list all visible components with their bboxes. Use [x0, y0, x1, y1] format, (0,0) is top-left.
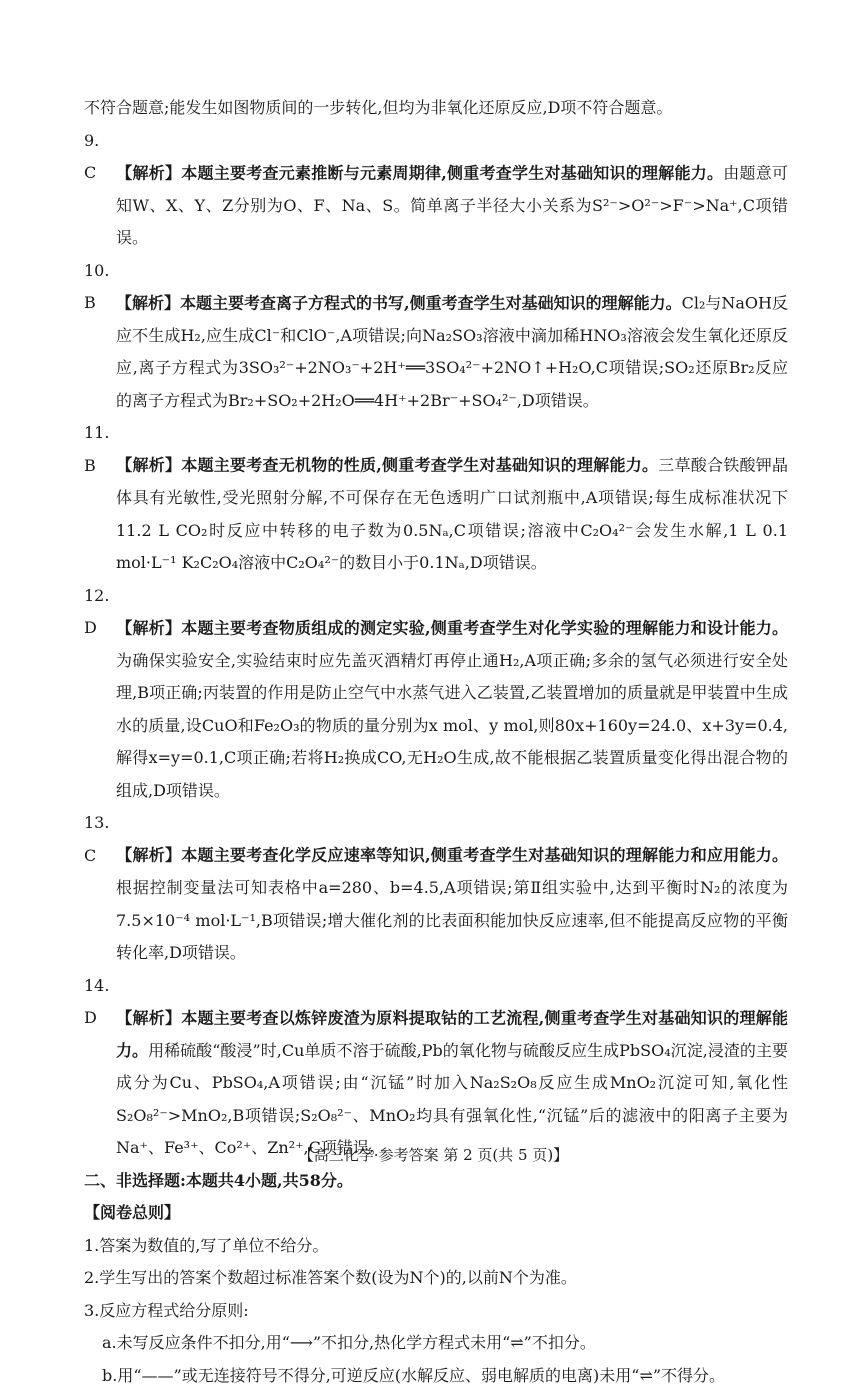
- rule-item: 1.答案为数值的,写了单位不给分。: [84, 1230, 788, 1263]
- item-analysis-head: 【解析】本题主要考查离子方程式的书写,侧重考查学生对基础知识的理解能力。: [116, 293, 682, 312]
- item-analysis-head: 【解析】本题主要考查元素推断与元素周期律,侧重考查学生对基础知识的理解能力。: [116, 163, 723, 182]
- sub-rule-item: b.用“——”或无连接符号不得分,可逆反应(水解反应、弱电解质的电离)未用“⇌”不得分。: [84, 1360, 788, 1392]
- rules-title: 【阅卷总则】: [84, 1197, 788, 1230]
- answer-item-13: [84, 807, 788, 970]
- answer-item-14: [84, 970, 788, 1165]
- section-title: 二、非选择题:本题共4小题,共58分。: [84, 1165, 788, 1198]
- item-analysis-head: 【解析】本题主要考查物质组成的测定实验,侧重考查学生对化学实验的理解能力和设计能力。: [116, 618, 788, 637]
- item-analysis-body: 根据控制变量法可知表格中a=280、b=4.5,A项错误;第Ⅱ组实验中,达到平衡时N₂的浓度为7.5×10⁻⁴ mol·L⁻¹,B项错误;增大催化剂的比表面积能加快反应速率,但不能提高反应物的平衡转化率,D项错误。: [116, 878, 788, 962]
- rule-item: 3.反应方程式给分原则:: [84, 1295, 788, 1328]
- item-number: 12. D: [84, 580, 116, 645]
- answer-content: [84, 92, 788, 1392]
- item-analysis-head: 【解析】本题主要考查化学反应速率等知识,侧重考查学生对基础知识的理解能力和应用能力。: [116, 846, 788, 865]
- item-number: 14. D: [84, 970, 116, 1035]
- item-number: 10. B: [84, 255, 116, 320]
- item-analysis-body: Cl₂与NaOH反应不生成H₂,应生成Cl⁻和ClO⁻,A项错误;向Na₂SO₃溶液中滴加稀HNO₃溶液会发生氧化还原反应,离子方程式为3SO₃²⁻+2NO₃⁻+2H⁺══3SO₄²⁻+2NO↑+H₂O,C项错误;SO₂还原Br₂反应的离子方程式为Br₂+SO₂+2H₂O══4H⁺+2Br⁻+SO₄²⁻,D项错误。: [116, 293, 788, 410]
- item-number: 11. B: [84, 417, 116, 482]
- answer-item-11: [84, 417, 788, 580]
- item-number: 9. C: [84, 125, 116, 190]
- answer-item-12: [84, 580, 788, 808]
- answer-item-9: [84, 125, 788, 255]
- item-analysis-body: 三草酸合铁酸钾晶体具有光敏性,受光照射分解,不可保存在无色透明广口试剂瓶中,A项错误;每生成标准状况下11.2 L CO₂时反应中转移的电子数为0.5Nₐ,C项错误;溶液中C₂O₄²⁻会发生水解,1 L 0.1 mol·L⁻¹ K₂C₂O₄溶液中C₂O₄²⁻的数目小于0.1Nₐ,D项错误。: [116, 456, 788, 573]
- page-footer: 【高三化学·参考答案 第 2 页(共 5 页)】: [0, 1144, 867, 1165]
- intro-line: 不符合题意;能发生如图物质间的一步转化,但均为非氧化还原反应,D项不符合题意。: [84, 92, 788, 125]
- item-analysis-head: 【解析】本题主要考查以炼锌废渣为原料提取钴的工艺流程,侧重考查学生对基础知识的理解能力。: [116, 1008, 788, 1060]
- item-number: 13. C: [84, 807, 116, 872]
- item-analysis-body: 用稀硫酸“酸浸”时,Cu单质不溶于硫酸,Pb的氧化物与硫酸反应生成PbSO₄沉淀,浸渣的主要成分为Cu、PbSO₄,A项错误;由“沉锰”时加入Na₂S₂O₈反应生成MnO₂沉淀可知,氧化性S₂O₈²⁻>MnO₂,B项错误;S₂O₈²⁻、MnO₂均具有强氧化性,“沉锰”后的滤液中的阳离子主要为Na⁺、Fe³⁺、Co²⁺、Zn²⁺,C项错误。: [116, 1041, 788, 1158]
- item-analysis-body: 由题意可知W、X、Y、Z分别为O、F、Na、S。简单离子半径大小关系为S²⁻>O²⁻>F⁻>Na⁺,C项错误。: [116, 163, 788, 247]
- answer-item-10: [84, 255, 788, 418]
- item-analysis-body: 为确保实验安全,实验结束时应先盖灭酒精灯再停止通H₂,A项正确;多余的氢气必须进行安全处理,B项正确;丙装置的作用是防止空气中水蒸气进入乙装置,乙装置增加的质量就是甲装置中生成水的质量,设CuO和Fe₂O₃的物质的量分别为x mol、y mol,则80x+160y=24.0、x+3y=0.4,解得x=y=0.1,C项正确;若将H₂换成CO,无H₂O生成,故不能根据乙装置质量变化得出混合物的组成,D项错误。: [116, 651, 788, 800]
- rule-item: 2.学生写出的答案个数超过标准答案个数(设为N个)的,以前N个为准。: [84, 1262, 788, 1295]
- item-analysis-head: 【解析】本题主要考查无机物的性质,侧重考查学生对基础知识的理解能力。: [116, 456, 658, 475]
- sub-rule-item: a.未写反应条件不扣分,用“⟶”不扣分,热化学方程式未用“⇌”不扣分。: [84, 1327, 788, 1360]
